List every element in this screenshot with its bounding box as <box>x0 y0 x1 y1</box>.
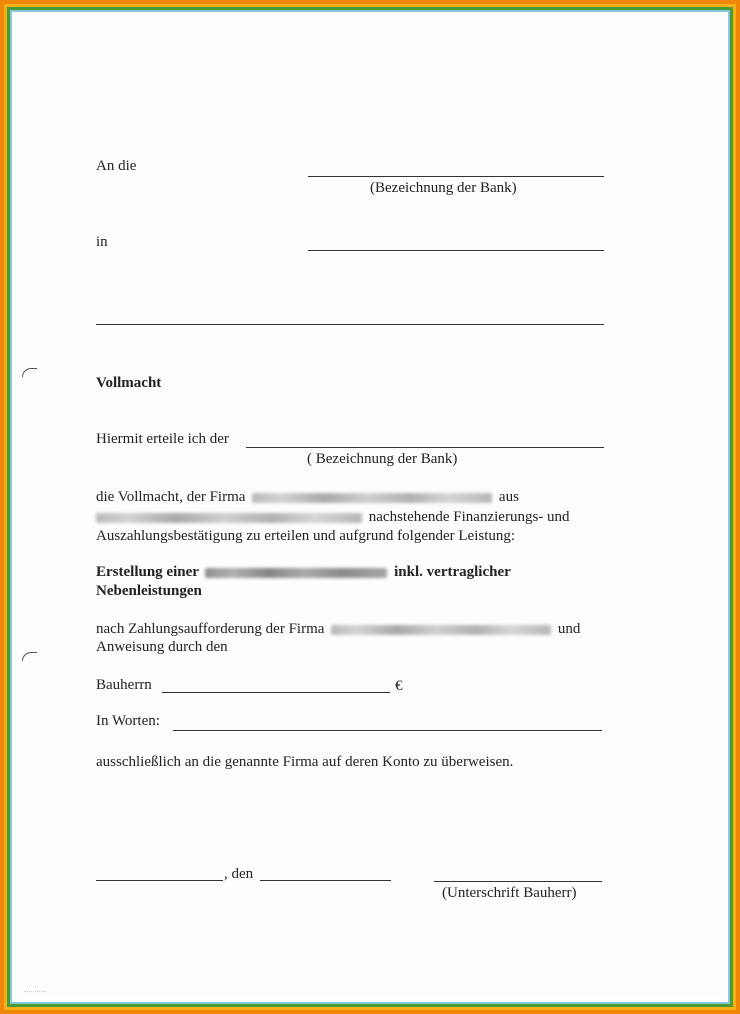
firm-line-1 <box>96 489 519 506</box>
payment-line-1 <box>96 621 580 638</box>
firm-line2-suffix: nachstehende Finanzierungs- und <box>368 509 570 525</box>
redacted-firm-address <box>96 513 362 523</box>
currency-symbol: € <box>395 678 403 694</box>
punch-mark-bottom <box>22 652 37 661</box>
payment-suffix: und <box>557 621 581 637</box>
place-line[interactable] <box>96 880 223 881</box>
signature-caption: (Unterschrift Bauherr) <box>442 885 577 901</box>
payment-line-2: Anweisung durch den <box>96 639 228 655</box>
bank-city-line[interactable] <box>308 250 604 251</box>
payment-prefix: nach Zahlungsaufforderung der Firma <box>96 621 325 637</box>
firm-prefix: die Vollmacht, der Firma <box>96 489 246 505</box>
corner-watermark-mark <box>24 985 46 992</box>
firm-suffix: aus <box>498 489 519 505</box>
redacted-service <box>205 568 387 578</box>
authorization-intro: Hiermit erteile ich der <box>96 431 229 447</box>
bank-name-line[interactable] <box>308 176 604 177</box>
amount-words-line[interactable] <box>173 730 602 731</box>
amount-line[interactable] <box>162 692 390 693</box>
service-suffix: inkl. vertraglicher <box>394 564 511 580</box>
punch-mark-top <box>22 368 37 377</box>
signature-line[interactable] <box>434 881 602 882</box>
redacted-firm-name-2 <box>331 625 551 635</box>
redacted-firm-name <box>252 493 492 503</box>
firm-line-3: Auszahlungsbestätigung zu erteilen und aufgrund folgender Leistung: <box>96 528 516 544</box>
document-page <box>16 16 724 998</box>
transfer-text: ausschließlich an die genannte Firma auf deren Konto zu überweisen. <box>96 754 514 770</box>
an-die-label: An die <box>96 158 137 174</box>
den-label: , den <box>224 866 254 882</box>
service-prefix: Erstellung einer <box>96 564 199 580</box>
authorized-bank-line[interactable] <box>246 447 604 448</box>
firm-line-2 <box>96 509 570 526</box>
bauherrn-label: Bauherrn <box>96 677 152 693</box>
date-line[interactable] <box>260 880 391 881</box>
authorized-bank-caption: ( Bezeichnung der Bank) <box>307 451 458 467</box>
bank-name-caption: (Bezeichnung der Bank) <box>370 180 517 196</box>
document-title: Vollmacht <box>96 375 162 391</box>
service-line-1 <box>96 564 511 581</box>
in-worten-label: In Worten: <box>96 713 160 729</box>
bank-address-line[interactable] <box>96 324 604 325</box>
in-label: in <box>96 234 108 250</box>
service-line-2: Nebenleistungen <box>96 583 202 599</box>
